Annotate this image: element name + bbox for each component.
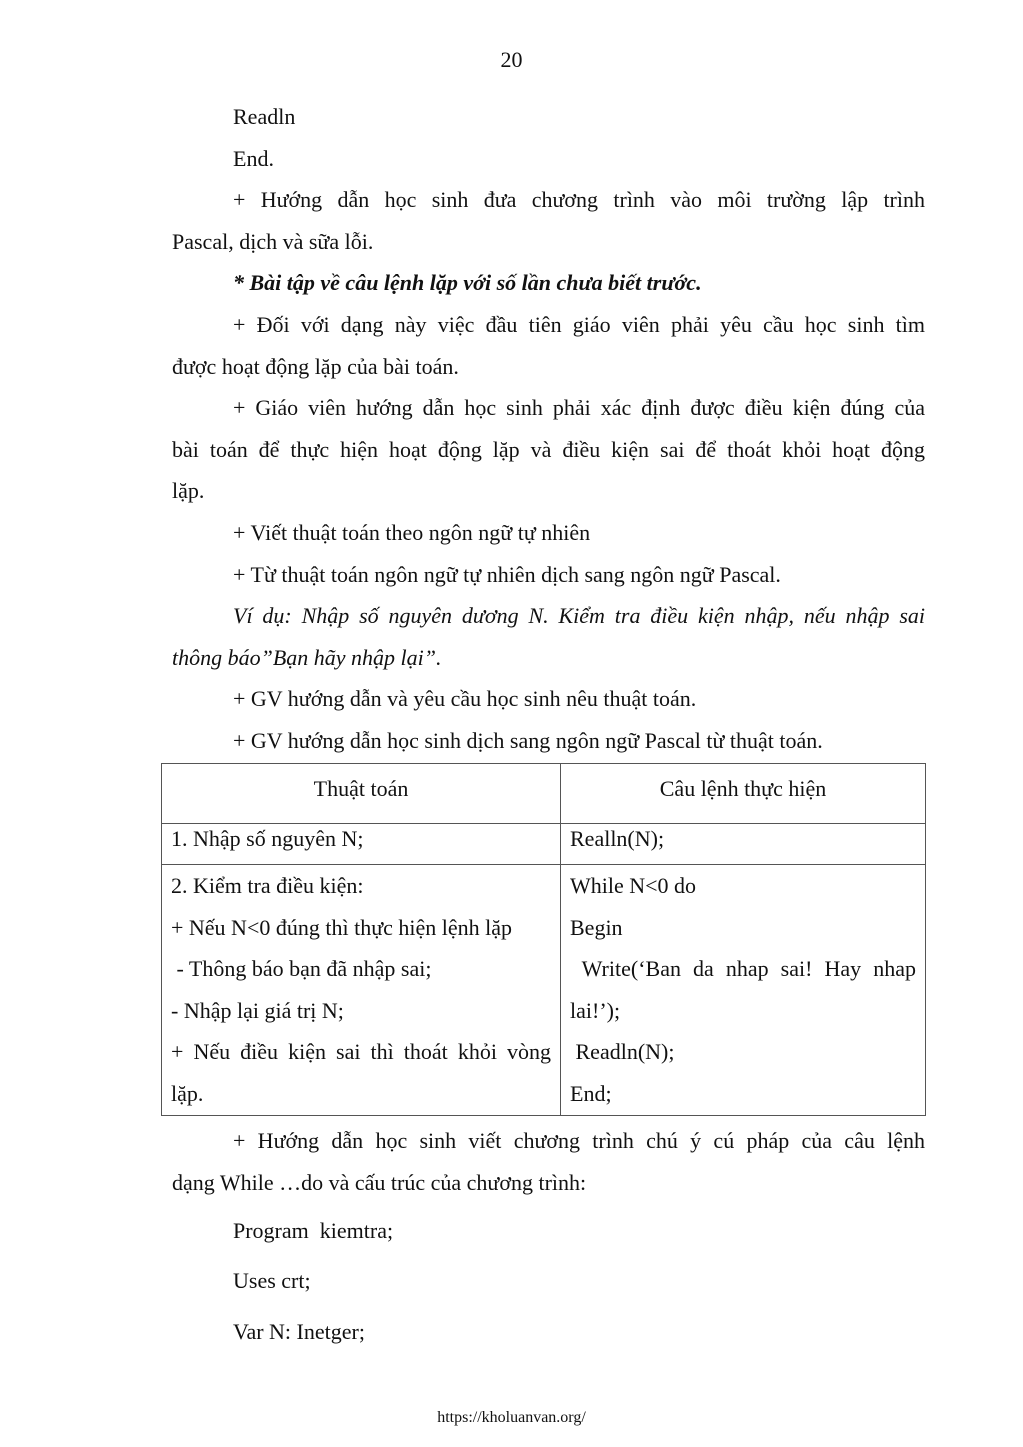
cell-line: 2. Kiểm tra điều kiện: xyxy=(171,873,364,898)
table-cell xyxy=(162,865,561,1116)
cell-line: lặp. xyxy=(171,1080,204,1106)
paragraph-line: lặp. xyxy=(172,478,205,504)
table-cell: 1. Nhập số nguyên N; xyxy=(162,824,561,865)
cell-line: While N<0 do xyxy=(570,873,697,898)
code-line-text: Program kiemtra; xyxy=(233,1218,394,1243)
cell-line: End; xyxy=(570,1080,612,1106)
table-cell: Realln(N); xyxy=(561,824,926,865)
table-header-row xyxy=(162,764,926,824)
bullet-line: + Từ thuật toán ngôn ngữ tự nhiên dịch sang ngôn ngữ Pascal. xyxy=(233,561,781,587)
table-cell xyxy=(561,865,926,1116)
paragraph-line: + Hướng dẫn học sinh đưa chương trình vào môi trường lập trình xyxy=(233,187,925,213)
cell-line: Write(‘Ban da nhap sai! Hay nhap xyxy=(570,956,916,982)
bullet-line: + GV hướng dẫn và yêu cầu học sinh nêu thuật toán. xyxy=(233,686,697,712)
footer-url: https://kholuanvan.org/ xyxy=(437,1409,586,1426)
cell-line: + Nếu N<0 đúng thì thực hiện lệnh lặp xyxy=(171,914,513,940)
cell-line: - Thông báo bạn đã nhập sai; xyxy=(171,956,432,982)
paragraph-line: Pascal, dịch và sữa lỗi. xyxy=(172,228,374,254)
table-header: Thuật toán xyxy=(162,764,561,824)
cell-line: lai!’); xyxy=(570,997,621,1023)
bullet-line: + Viết thuật toán theo ngôn ngữ tự nhiên xyxy=(233,519,591,545)
section-heading: * Bài tập về câu lệnh lặp với số lần chưa biết trước. xyxy=(233,270,702,296)
cell-line: Readln(N); xyxy=(570,1039,675,1065)
paragraph-line: được hoạt động lặp của bài toán. xyxy=(172,353,459,379)
paragraph-line: + Hướng dẫn học sinh viết chương trình chú ý cú pháp của câu lệnh xyxy=(233,1128,925,1153)
code-line-text: Uses crt; xyxy=(233,1268,311,1293)
paragraph-line: + Đối với dạng này việc đầu tiên giáo viên phải yêu cầu học sinh tìm xyxy=(233,311,925,337)
paragraph-line: dạng While …do và cấu trúc của chương trình: xyxy=(172,1169,587,1195)
cell-line: Begin xyxy=(570,914,623,940)
page-number: 20 xyxy=(500,47,523,72)
bullet-line: + GV hướng dẫn học sinh dịch sang ngôn ngữ Pascal từ thuật toán. xyxy=(233,727,823,753)
document-body-continued xyxy=(172,1120,925,1203)
example-line: thông báo”Bạn hãy nhập lại”. xyxy=(172,644,442,670)
cell-line: + Nếu điều kiện sai thì thoát khỏi vòng xyxy=(171,1039,551,1065)
table-header: Câu lệnh thực hiện xyxy=(561,764,926,824)
cell-line: - Nhập lại giá trị N; xyxy=(171,997,344,1023)
table-row xyxy=(162,824,926,865)
document-body xyxy=(172,96,925,762)
paragraph-line: bài toán để thực hiện hoạt động lặp và điều kiện sai để thoát khỏi hoạt động xyxy=(172,436,925,462)
code-line xyxy=(233,1210,393,1252)
code-line: End. xyxy=(233,145,274,171)
code-line-text: Var N: Inetger; xyxy=(233,1319,365,1344)
code-line: Readln xyxy=(233,104,296,129)
paragraph-line: + Giáo viên hướng dẫn học sinh phải xác định được điều kiện đúng của xyxy=(233,395,925,421)
code-line xyxy=(233,1311,365,1353)
example-line: Ví dụ: Nhập số nguyên dương N. Kiểm tra điều kiện nhập, nếu nhập sai xyxy=(233,603,925,629)
code-line xyxy=(233,1260,311,1302)
algorithm-table xyxy=(161,763,926,1116)
table-row xyxy=(162,865,926,1116)
